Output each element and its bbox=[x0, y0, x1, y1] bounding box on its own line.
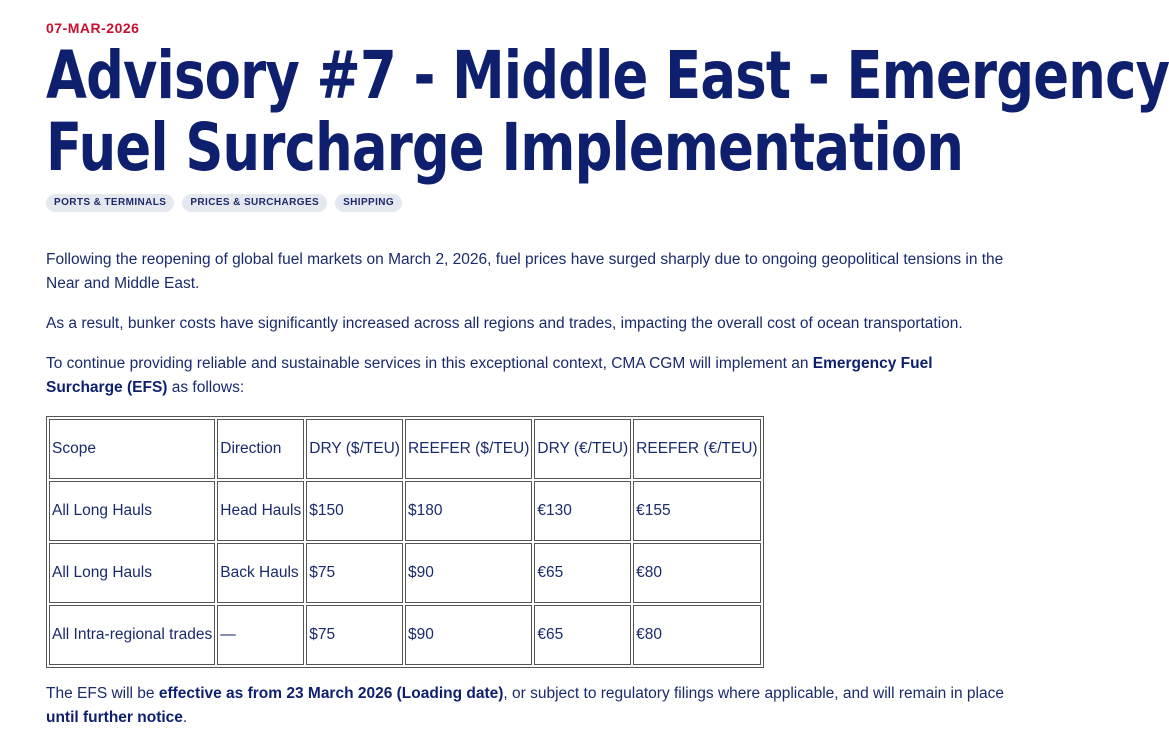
table-header-row bbox=[49, 419, 761, 479]
cell-reefer-eur: €80 bbox=[633, 543, 760, 603]
paragraph-bunker-costs: As a result, bunker costs have significantly increased across all regions and trades, impacting the overall cost of ocean transportation. bbox=[46, 315, 963, 332]
header-direction: Direction bbox=[217, 419, 304, 479]
effective-middle: , or subject to regulatory filings where applicable, and will remain in place bbox=[503, 685, 1004, 702]
cell-dry-usd: $75 bbox=[306, 605, 403, 665]
cell-reefer-usd: $180 bbox=[405, 481, 532, 541]
header-dry-usd: DRY ($/TEU) bbox=[306, 419, 403, 479]
paragraph-intro: Following the reopening of global fuel markets on March 2, 2026, fuel prices have surged sharply due to ongoing geopolitical tensions in the Near and Middle East. bbox=[46, 251, 1004, 292]
cell-dry-usd: $75 bbox=[306, 543, 403, 603]
publish-date: 07-MAR-2026 bbox=[46, 20, 140, 36]
effective-tail: . bbox=[182, 709, 188, 726]
header-reefer-eur: REEFER (€/TEU) bbox=[633, 419, 760, 479]
efs-intro-text: To continue providing reliable and sustainable services in this exceptional context, CMA CGM will implement an bbox=[46, 355, 813, 372]
paragraph-effective-date bbox=[46, 682, 1006, 730]
tag-shipping[interactable]: SHIPPING bbox=[335, 194, 402, 212]
cell-direction: Head Hauls bbox=[217, 481, 304, 541]
table-row bbox=[49, 605, 761, 665]
paragraph-efs-intro bbox=[46, 352, 1006, 400]
effective-text: The EFS will be bbox=[46, 685, 159, 702]
table-row bbox=[49, 481, 761, 541]
header-dry-eur: DRY (€/TEU) bbox=[534, 419, 631, 479]
cell-scope: All Intra-regional trades bbox=[49, 605, 215, 665]
page-title bbox=[46, 37, 1169, 186]
cell-direction: Back Hauls bbox=[217, 543, 304, 603]
cell-dry-usd: $150 bbox=[306, 481, 403, 541]
title-line-2: Fuel Surcharge Implementation bbox=[46, 109, 964, 186]
tag-prices-surcharges[interactable]: PRICES & SURCHARGES bbox=[182, 194, 327, 212]
surcharge-table bbox=[46, 416, 764, 668]
header-reefer-usd: REEFER ($/TEU) bbox=[405, 419, 532, 479]
table-row bbox=[49, 543, 761, 603]
efs-intro-tail: as follows: bbox=[167, 379, 245, 396]
cell-dry-eur: €65 bbox=[534, 543, 631, 603]
cell-scope: All Long Hauls bbox=[49, 481, 215, 541]
cell-reefer-usd: $90 bbox=[405, 543, 532, 603]
effective-date: effective as from 23 March 2026 (Loading date) bbox=[158, 685, 504, 702]
cell-scope: All Long Hauls bbox=[49, 543, 215, 603]
article-body bbox=[46, 248, 1006, 730]
cell-dry-eur: €130 bbox=[534, 481, 631, 541]
cell-direction: — bbox=[217, 605, 304, 665]
until-notice: until further notice bbox=[46, 709, 183, 726]
tag-ports-terminals[interactable]: PORTS & TERMINALS bbox=[46, 194, 174, 212]
cell-reefer-usd: $90 bbox=[405, 605, 532, 665]
cell-reefer-eur: €80 bbox=[633, 605, 760, 665]
cell-reefer-eur: €155 bbox=[633, 481, 760, 541]
header-scope: Scope bbox=[49, 419, 215, 479]
efs-name: Emergency Fuel Surcharge (EFS) bbox=[46, 355, 933, 396]
tag-list bbox=[46, 194, 1006, 212]
title-line-1: Advisory #7 - Middle East - Emergency bbox=[46, 37, 1169, 114]
cell-dry-eur: €65 bbox=[534, 605, 631, 665]
